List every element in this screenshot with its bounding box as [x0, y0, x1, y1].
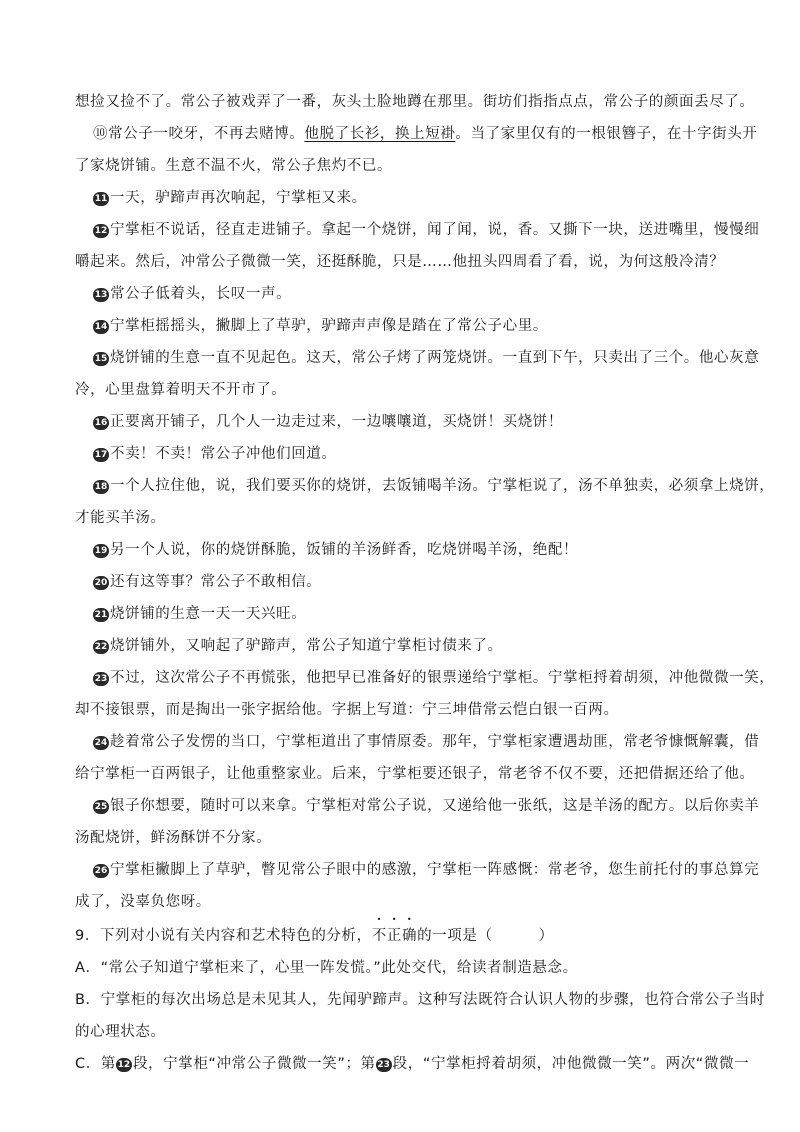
emphasis-dot-char: 正 — [386, 928, 402, 944]
paragraph-10 — [93, 124, 758, 144]
paragraph-number-badge: 17 — [94, 450, 108, 460]
paragraph-23 — [93, 668, 775, 688]
paragraph-text: 不卖！不卖！常公子冲他们回道。 — [110, 446, 337, 462]
paragraph-24 — [93, 732, 760, 752]
paragraph-19 — [93, 540, 733, 560]
paragraph-23-line2: 却不接银票，而是掏出一张字据给他。字据上写道：宁三坤借常云恺白银一百两。 — [75, 702, 619, 718]
paragraph-text: 烧饼铺外，又响起了驴蹄声，常公子知道宁掌柜讨债来了。 — [110, 638, 503, 654]
paragraph-number-badge: 11 — [94, 194, 108, 204]
paragraph-20 — [93, 572, 733, 592]
paragraph-text: 烧饼铺的生意一直不见起色。这天，常公子烤了两笼烧饼。一直到下午，只卖出了三个。他心灰意 — [110, 350, 760, 366]
paragraph-26-line2: 成了，没辜负您呀。 — [75, 894, 211, 910]
paragraph-number-badge: 21 — [94, 610, 108, 620]
paragraph-text: 趁着常公子发愣的当口，宁掌柜道出了事情原委。那年，宁掌柜家遭遇劫匪，常老爷慷慨解囊，借 — [110, 734, 760, 750]
paragraph-number-badge: 22 — [94, 642, 108, 652]
paragraph-text: 一天，驴蹄声再次响起，宁掌柜又来。 — [110, 190, 367, 206]
paragraph-18-line2: 才能买羊汤。 — [75, 510, 166, 526]
paragraph-text: 常公子低着头，长叹一声。 — [110, 286, 292, 302]
paragraph-text: 不过，这次常公子不再慌张，他把早已准备好的银票递给宁掌柜。宁掌柜捋着胡须，冲他微微一笑， — [110, 670, 775, 686]
option-text: C．第 — [75, 1056, 116, 1072]
option-text: 段，“宁掌柜捋着胡须，冲他微微一笑”。两次“微微一 — [392, 1056, 750, 1072]
paragraph-number-badge: 26 — [94, 866, 108, 876]
paragraph-text: 宁掌柜撇脚上了草驴，瞥见常公子眼中的感激，宁掌柜一阵感慨：常老爷，您生前托付的事总算完 — [110, 862, 760, 878]
paragraph-number-badge: 20 — [94, 578, 108, 588]
paragraph-16 — [93, 412, 733, 432]
paragraph-22 — [93, 636, 733, 656]
paragraph-21 — [93, 604, 733, 624]
paragraph-text: 还有这等事？常公子不敢相信。 — [110, 574, 322, 590]
paragraph-number-badge: 23 — [377, 1060, 390, 1070]
paragraph-12-line2: 嚼起来。然后，冲常公子微微一笑，还挺酥脆，只是……他扭头四周看了看，说，为何这般冷清？ — [75, 254, 725, 270]
question-text: ） — [538, 928, 554, 944]
question-9-stem — [75, 926, 735, 946]
paragraph-number-badge: 18 — [94, 482, 108, 492]
paragraph-26 — [93, 860, 760, 880]
paragraph-10-line2: 了家烧饼铺。生意不温不火，常公子焦灼不已。 — [75, 158, 393, 174]
paragraph-11 — [93, 188, 733, 208]
question-text: 9．下列对小说有关内容和艺术特色的分析， — [75, 928, 372, 944]
paragraph-number-badge: 12 — [117, 1060, 131, 1070]
paragraph-text: 银子你想要，随时可以来拿。宁掌柜对常公子说，又递给他一张纸，这是羊汤的配方。以后你卖羊 — [110, 798, 760, 814]
paragraph-number-badge: 19 — [94, 546, 108, 556]
paragraph-24-line2: 给宁掌柜一百两银子，让他重整家业。后来，宁掌柜要还银子，常老爷不仅不要，还把借据还给了他。 — [75, 766, 755, 782]
option-text: 段，宁掌柜“冲常公子微微一笑”；第 — [132, 1056, 376, 1072]
paragraph-text: 宁掌柜摇摇头，撇脚上了草驴，驴蹄声声像是踏在了常公子心里。 — [110, 318, 548, 334]
paragraph-text: 另一个人说，你的烧饼酥脆，饭铺的羊汤鲜香，吃烧饼喝羊汤，绝配！ — [110, 542, 579, 558]
paragraph-number-badge: 23 — [94, 674, 108, 684]
paragraph-text: 常公子一咬牙，不再去赌博。 — [108, 126, 305, 142]
paragraph-number: ⑩ — [93, 126, 109, 142]
option-b-line2: 的心理状态。 — [75, 1024, 166, 1040]
option-b: B．宁掌柜的每次出场总是未见其人，先闻驴蹄声。这种写法既符合认识人物的步骤，也符合常公子当时 — [75, 992, 766, 1008]
paragraph-number-badge: 15 — [94, 354, 108, 364]
paragraph-18 — [93, 476, 775, 496]
option-c — [75, 1054, 750, 1074]
paragraph-17 — [93, 444, 733, 464]
paragraph-15 — [93, 348, 760, 368]
emphasis-dot-char: 不 — [371, 928, 387, 944]
paragraph-number-badge: 24 — [94, 738, 108, 748]
paragraph-13 — [93, 284, 733, 304]
paragraph-number-badge: 13 — [94, 290, 108, 300]
paragraph-text: 一个人拉住他，说，我们要买你的烧饼，去饭铺喝羊汤。宁掌柜说了，汤不单独卖，必须拿上烧饼， — [110, 478, 775, 494]
paragraph-number-badge: 25 — [94, 802, 108, 812]
paragraph-text: 烧饼铺的生意一天一天兴旺。 — [110, 606, 307, 622]
paragraph-9-tail: 想捡又捡不了。常公子被戏弄了一番，灰头土脸地蹲在那里。街坊们指指点点，常公子的颜面丢尽了。 — [75, 94, 755, 110]
paragraph-14 — [93, 316, 733, 336]
emphasis-dot-char: 确 — [401, 928, 418, 944]
paragraph-12 — [93, 220, 760, 240]
paragraph-number-badge: 14 — [94, 322, 108, 332]
paragraph-number-badge: 12 — [94, 226, 108, 236]
paragraph-text: 宁掌柜不说话，径直走进铺子。拿起一个烧饼，闻了闻，说，香。又撕下一块，送进嘴里，慢慢细 — [110, 222, 760, 238]
option-a: A．“常公子知道宁掌柜来了，心里一阵发慌。”此处交代，给读者制造悬念。 — [75, 960, 578, 976]
paragraph-25 — [93, 796, 760, 816]
question-text: 的一项是（ — [417, 928, 493, 944]
underlined-sentence: 他脱了长衫，换上短褂 — [304, 126, 456, 142]
paragraph-15-line2: 冷，心里盘算着明天不开市了。 — [75, 382, 287, 398]
paragraph-25-line2: 汤配烧饼，鲜汤酥饼不分家。 — [75, 830, 272, 846]
paragraph-number-badge: 16 — [94, 418, 108, 428]
paragraph-text: 正要离开铺子，几个人一边走过来，一边嚷嚷道，买烧饼！买烧饼！ — [110, 414, 563, 430]
paragraph-text: 。当了家里仅有的一根银簪子，在十字街头开 — [455, 126, 758, 142]
